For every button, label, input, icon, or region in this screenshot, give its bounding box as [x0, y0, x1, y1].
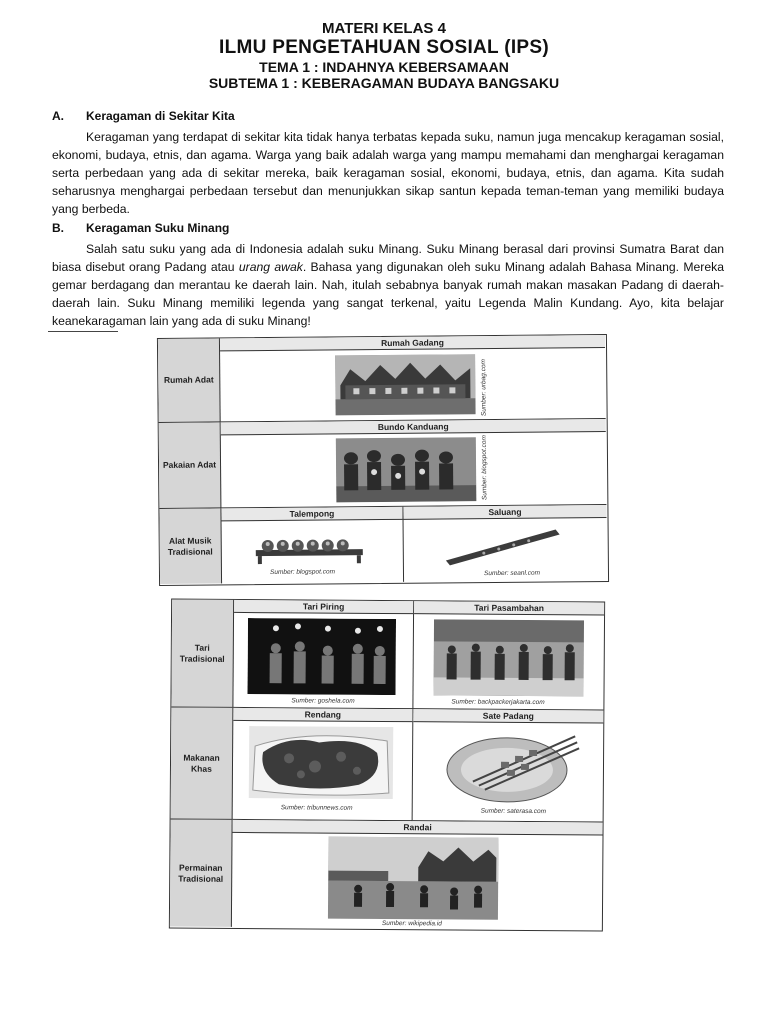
culture-table-2 — [169, 598, 605, 931]
cell-title-sate-padang: Sate Padang — [413, 709, 603, 723]
cell-rendang — [233, 708, 414, 821]
row-label-makanan-khas: Makanan Khas — [171, 707, 234, 819]
cell-tari-piring — [233, 600, 414, 709]
source-tari-piring: Sumber: goshela.com — [291, 697, 355, 705]
section-b-title: Keragaman Suku Minang — [86, 221, 230, 235]
source-rendang: Sumber: tribunnews.com — [280, 804, 353, 812]
row-label-pakaian-adat: Pakaian Adat — [159, 422, 222, 509]
section-b-body-italic: urang awak — [238, 260, 303, 274]
source-randai: Sumber: wikipedia.id — [381, 919, 442, 928]
cell-title-talempong: Talempong — [221, 507, 402, 522]
section-b-paragraph — [52, 240, 724, 330]
source-sate-padang: Sumber: saterasa.com — [480, 807, 547, 816]
rumah-gadang-photo — [335, 354, 476, 415]
row-label-rumah-adat: Rumah Adat — [158, 338, 221, 423]
section-a-paragraph — [52, 128, 724, 218]
header-tema: TEMA 1 : INDAHNYA KEBERSAMAAN — [259, 59, 509, 75]
row-label-alat-musik: Alat Musik Tradisional — [159, 508, 222, 584]
section-a-body: Keragaman yang terdapat di sekitar kita tidak hanya terbatas kepada suku, namun juga mencakup keragaman sosial, ekonomi, budaya, etnis, dan agama. Warga yang baik adalah warga yang mampu memahami dan menghargai keragaman serta perbedaan yang ada di sekitar mereka, baik keragaman sosial, ekonomi, budaya, etnis, dan agama. Kita sudah seharusnya menghargai perbedaan tersebut dan menunjukkan sikap santun kepada teman-teman yang memiliki budaya yang berbeda. — [52, 130, 724, 216]
section-a-heading — [52, 108, 724, 124]
talempong-photo — [252, 529, 367, 566]
source-saluang: Sumber: seanl.com — [483, 569, 541, 578]
bundo-kanduang-photo — [336, 437, 477, 502]
cell-rumah-gadang — [220, 335, 606, 422]
source-tari-pasambahan: Sumber: backpackerjakarta.com — [451, 698, 545, 707]
row-label-tari-tradisional: Tari Tradisional — [171, 599, 234, 707]
tari-pasambahan-photo — [433, 619, 584, 696]
cell-title-saluang: Saluang — [403, 505, 606, 520]
cell-title-randai: Randai — [233, 820, 603, 836]
cell-title-tari-pasambahan: Tari Pasambahan — [414, 601, 604, 615]
cell-title-bundo-kanduang: Bundo Kanduang — [221, 419, 606, 435]
section-b-body-2: . Bahasa yang digunakan oleh suku Minang adalah Bahasa Minang. Mereka gemar berdagang dan merantau ke daerah lain. Nah, itulah sebabnya banyak rumah makan masakan Padang di daerah-daerah lain. Suku Minang memiliki legenda yang sangat terkenal, yaitu Legenda Malin Kundang. Ayo, kita belajar keanekaragaman lain yang ada di suku Minang! — [52, 260, 724, 328]
source-talempong: Sumber: blogspot.com — [269, 568, 336, 576]
randai-photo — [328, 837, 499, 920]
cell-randai — [232, 820, 603, 930]
rendang-photo — [249, 726, 393, 799]
tari-piring-photo — [247, 618, 396, 695]
cell-talempong — [221, 507, 404, 584]
cell-title-tari-piring: Tari Piring — [234, 600, 413, 614]
source-rumah-gadang: Sumber: urbag.com — [480, 358, 488, 417]
section-a-title: Keragaman di Sekitar Kita — [86, 109, 235, 123]
section-b-heading — [52, 220, 724, 236]
saluang-photo — [444, 525, 564, 566]
cell-title-rumah-gadang: Rumah Gadang — [220, 335, 605, 351]
header-materi: MATERI KELAS 4 — [322, 20, 446, 37]
row-label-permainan-tradisional: Permainan Tradisional — [170, 819, 233, 926]
cell-bundo-kanduang — [221, 419, 607, 508]
document-header — [0, 20, 768, 91]
header-subtema: SUBTEMA 1 : KEBERAGAMAN BUDAYA BANGSAKU — [208, 75, 560, 91]
cell-title-rendang: Rendang — [233, 708, 412, 722]
cell-saluang — [403, 505, 607, 582]
divider-line — [48, 331, 118, 332]
cell-tari-pasambahan — [413, 601, 604, 710]
sate-padang-photo — [443, 725, 584, 806]
section-a-letter: A. — [52, 109, 64, 123]
section-b-body-1: Salah satu suku yang ada di Indonesia adalah suku Minang. Suku Minang berasal dari provinsi Sumatra Barat dan biasa disebut orang Padang atau — [52, 242, 724, 274]
culture-table-1 — [157, 334, 609, 586]
section-a — [52, 108, 724, 218]
section-b — [52, 220, 724, 330]
header-subject: ILMU PENGETAHUAN SOSIAL (IPS) — [219, 37, 549, 58]
section-b-letter: B. — [52, 221, 64, 235]
cell-sate-padang — [413, 709, 604, 822]
source-bundo-kanduang: Sumber: blogspot.com — [480, 435, 489, 501]
